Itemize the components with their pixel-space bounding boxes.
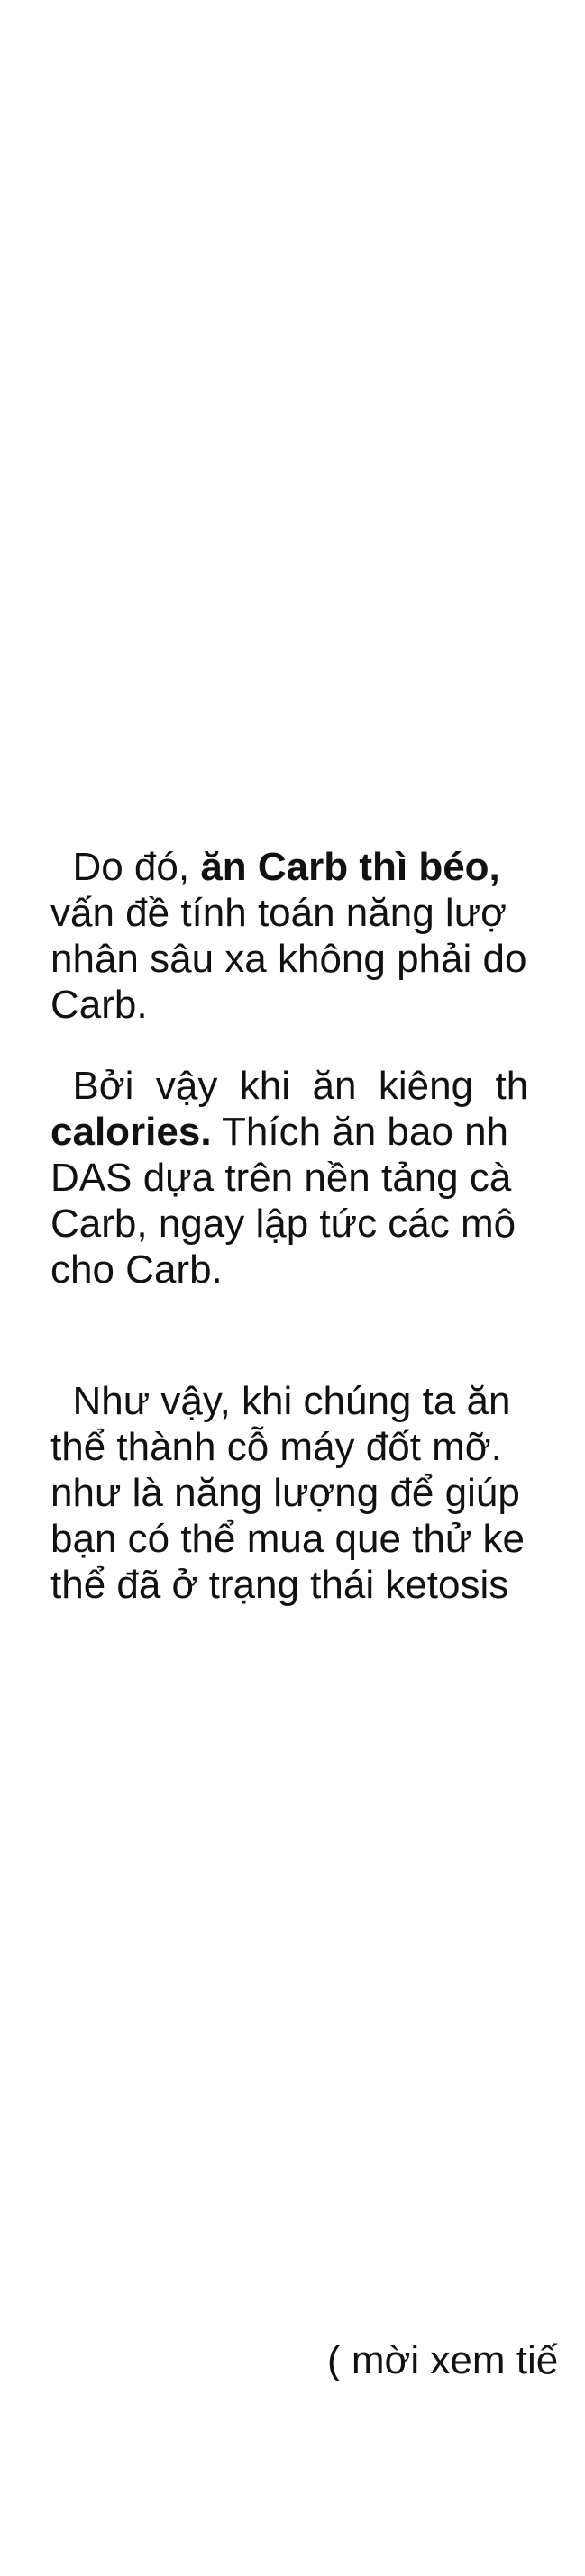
- text-line: Carb.: [50, 983, 148, 1027]
- text-line: Như vậy, khi chúng ta ăn: [50, 1379, 522, 1423]
- text-line: cho Carb.: [50, 1247, 223, 1292]
- text-line: Bởi vậy khi ăn kiêng th: [50, 1064, 529, 1108]
- text-line: như là năng lượng để giúp: [50, 1471, 520, 1515]
- continue-reading-note: ( mời xem tiế: [327, 2338, 559, 2382]
- text-line: vấn đề tính toán năng lượ: [50, 891, 507, 935]
- text-line: Do đó, ăn Carb thì béo,: [50, 845, 500, 889]
- text-line: DAS dựa trên nền tảng cà: [50, 1156, 512, 1200]
- emphasis-text: calories.: [50, 1110, 212, 1154]
- paragraph-1: [50, 844, 585, 1028]
- text-line: thể thành cỗ máy đốt mỡ.: [50, 1425, 502, 1469]
- text-line: Carb, ngay lập tức các mô: [50, 1202, 516, 1246]
- emphasis-text: ăn Carb thì béo,: [200, 845, 500, 889]
- paragraph-3: [50, 1378, 585, 1608]
- text-line: thể đã ở trạng thái ketosis: [50, 1563, 509, 1607]
- text-line: calories. Thích ăn bao nh: [50, 1110, 509, 1154]
- text-line: bạn có thể mua que thử ke: [50, 1517, 526, 1561]
- paragraph-2: [50, 1063, 585, 1293]
- text-line: nhân sâu xa không phải do: [50, 937, 527, 981]
